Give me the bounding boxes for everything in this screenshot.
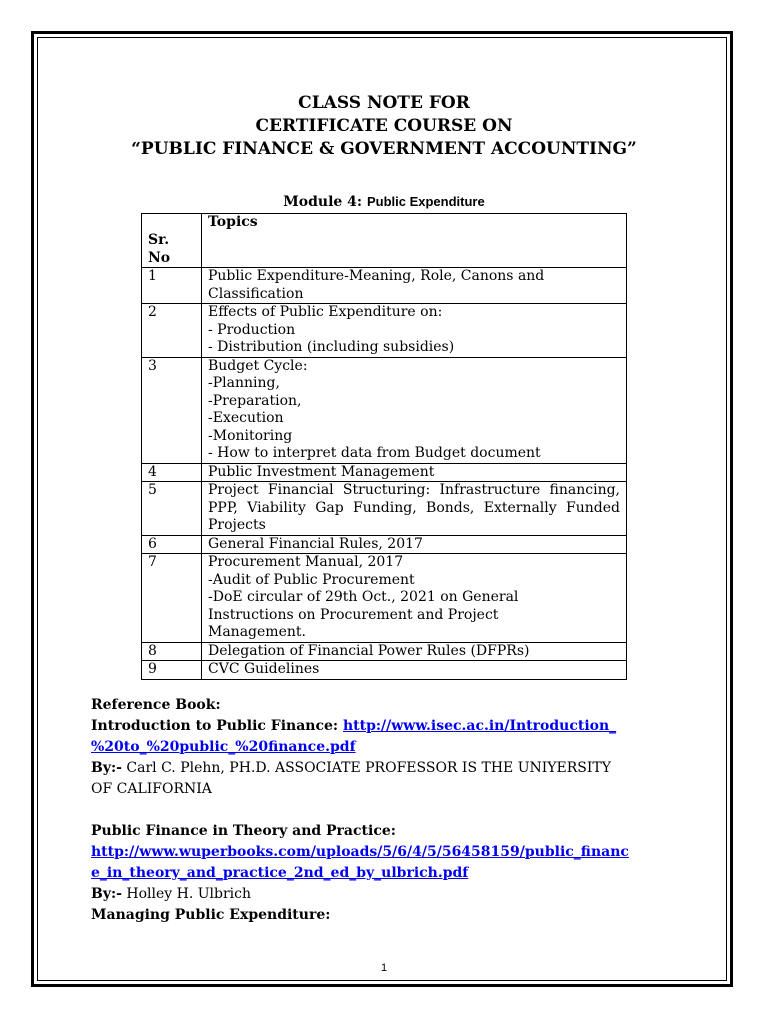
row-topic bbox=[202, 357, 627, 463]
book-3-title: Managing Public Expenditure: bbox=[91, 907, 331, 923]
topic-line: Public Expenditure-Meaning, Role, Canons and bbox=[208, 268, 545, 284]
table-row bbox=[142, 535, 627, 554]
topic-line: Effects of Public Expenditure on: bbox=[208, 304, 443, 320]
topic-line: - How to interpret data from Budget document bbox=[208, 445, 541, 461]
table-row bbox=[142, 642, 627, 661]
book-2-link[interactable]: http://www.wuperbooks.com/uploads/5/6/4/5/56458159/public_financ bbox=[91, 844, 629, 860]
header-sr-no: Sr. No bbox=[142, 214, 202, 268]
table-row bbox=[142, 554, 627, 643]
row-number: 6 bbox=[142, 535, 202, 554]
page-number: 1 bbox=[380, 962, 388, 974]
document-title bbox=[0, 92, 768, 161]
row-number: 9 bbox=[142, 661, 202, 680]
topic-line: -Planning, bbox=[208, 375, 280, 391]
topic-line: Delegation of Financial Power Rules (DFPRs) bbox=[208, 642, 530, 659]
header-topics: Topics bbox=[202, 214, 627, 268]
book-2-author-line bbox=[91, 884, 681, 905]
row-number: 3 bbox=[142, 357, 202, 463]
topic-line: - Production bbox=[208, 321, 296, 338]
topic-line: Instructions on Procurement and Project bbox=[208, 606, 499, 623]
book-2-link-continued[interactable]: e_in_theory_and_practice_2nd_ed_by_ulbrich.pdf bbox=[91, 865, 469, 881]
module-heading bbox=[0, 194, 768, 210]
row-number: 4 bbox=[142, 463, 202, 482]
table-row bbox=[142, 268, 627, 304]
row-number: 5 bbox=[142, 482, 202, 536]
book-1-link-continued-line bbox=[91, 737, 681, 758]
topic-line: Management. bbox=[208, 624, 306, 640]
topics-table bbox=[141, 213, 627, 680]
book-1-title: Introduction to Public Finance: bbox=[91, 718, 343, 734]
topic-line: General Financial Rules, 2017 bbox=[208, 535, 423, 552]
row-topic bbox=[202, 268, 627, 304]
title-line-2: CERTIFICATE COURSE ON bbox=[255, 116, 513, 136]
row-topic bbox=[202, 535, 627, 554]
book-2-link-line bbox=[91, 842, 681, 863]
topic-line: -DoE circular of 29th Oct., 2021 on General bbox=[208, 589, 519, 605]
title-line-3: “PUBLIC FINANCE & GOVERNMENT ACCOUNTING” bbox=[131, 139, 637, 159]
book-1-link[interactable]: http://www.isec.ac.in/Introduction_ bbox=[342, 718, 617, 734]
topic-line: Project Financial Structuring: Infrastructure financing, PPP, Viability Gap Funding, Bonds, Externally Funded Projects bbox=[208, 482, 620, 533]
topic-line: Procurement Manual, 2017 bbox=[208, 554, 404, 570]
topic-line: Classification bbox=[208, 285, 304, 302]
table-row bbox=[142, 463, 627, 482]
module-subject: Public Expenditure bbox=[366, 194, 485, 209]
row-number: 7 bbox=[142, 554, 202, 643]
row-topic bbox=[202, 554, 627, 643]
reference-section bbox=[91, 695, 681, 926]
row-number: 8 bbox=[142, 642, 202, 661]
spacer bbox=[91, 800, 681, 821]
topic-line: -Execution bbox=[208, 410, 284, 426]
row-topic bbox=[202, 463, 627, 482]
row-number: 2 bbox=[142, 304, 202, 358]
reference-heading: Reference Book: bbox=[91, 697, 221, 713]
module-label: Module 4: bbox=[283, 194, 367, 210]
table-header-row bbox=[142, 214, 627, 268]
topic-line: CVC Guidelines bbox=[208, 661, 320, 677]
book-2-link-continued-line bbox=[91, 863, 681, 884]
table-row bbox=[142, 357, 627, 463]
topic-line: -Monitoring bbox=[208, 427, 293, 444]
row-topic bbox=[202, 482, 627, 536]
row-topic bbox=[202, 642, 627, 661]
book-2-by-label: By:- bbox=[91, 886, 122, 902]
topic-line: -Preparation, bbox=[208, 392, 302, 409]
topic-line: - Distribution (including subsidies) bbox=[208, 339, 455, 355]
title-line-1: CLASS NOTE FOR bbox=[298, 93, 470, 113]
book-2-author: Holley H. Ulbrich bbox=[121, 886, 252, 902]
table-row bbox=[142, 304, 627, 358]
topic-line: Public Investment Management bbox=[208, 463, 435, 480]
table-row bbox=[142, 482, 627, 536]
book-1-by-label: By:- bbox=[91, 760, 122, 776]
row-topic bbox=[202, 661, 627, 680]
book-2-title: Public Finance in Theory and Practice: bbox=[91, 823, 396, 839]
book-1-author-continued: OF CALIFORNIA bbox=[91, 781, 212, 797]
row-number: 1 bbox=[142, 268, 202, 304]
book-1-link-continued[interactable]: %20to_%20public_%20finance.pdf bbox=[91, 739, 356, 755]
row-topic bbox=[202, 304, 627, 358]
topic-line: Budget Cycle: bbox=[208, 357, 308, 374]
table-row bbox=[142, 661, 627, 680]
book-1-author: Carl C. Plehn, PH.D. ASSOCIATE PROFESSOR IS THE UNIYERSITY bbox=[121, 760, 611, 776]
book-1-author-line bbox=[91, 758, 681, 779]
book-1-title-line bbox=[91, 716, 681, 737]
topic-line: -Audit of Public Procurement bbox=[208, 571, 415, 588]
